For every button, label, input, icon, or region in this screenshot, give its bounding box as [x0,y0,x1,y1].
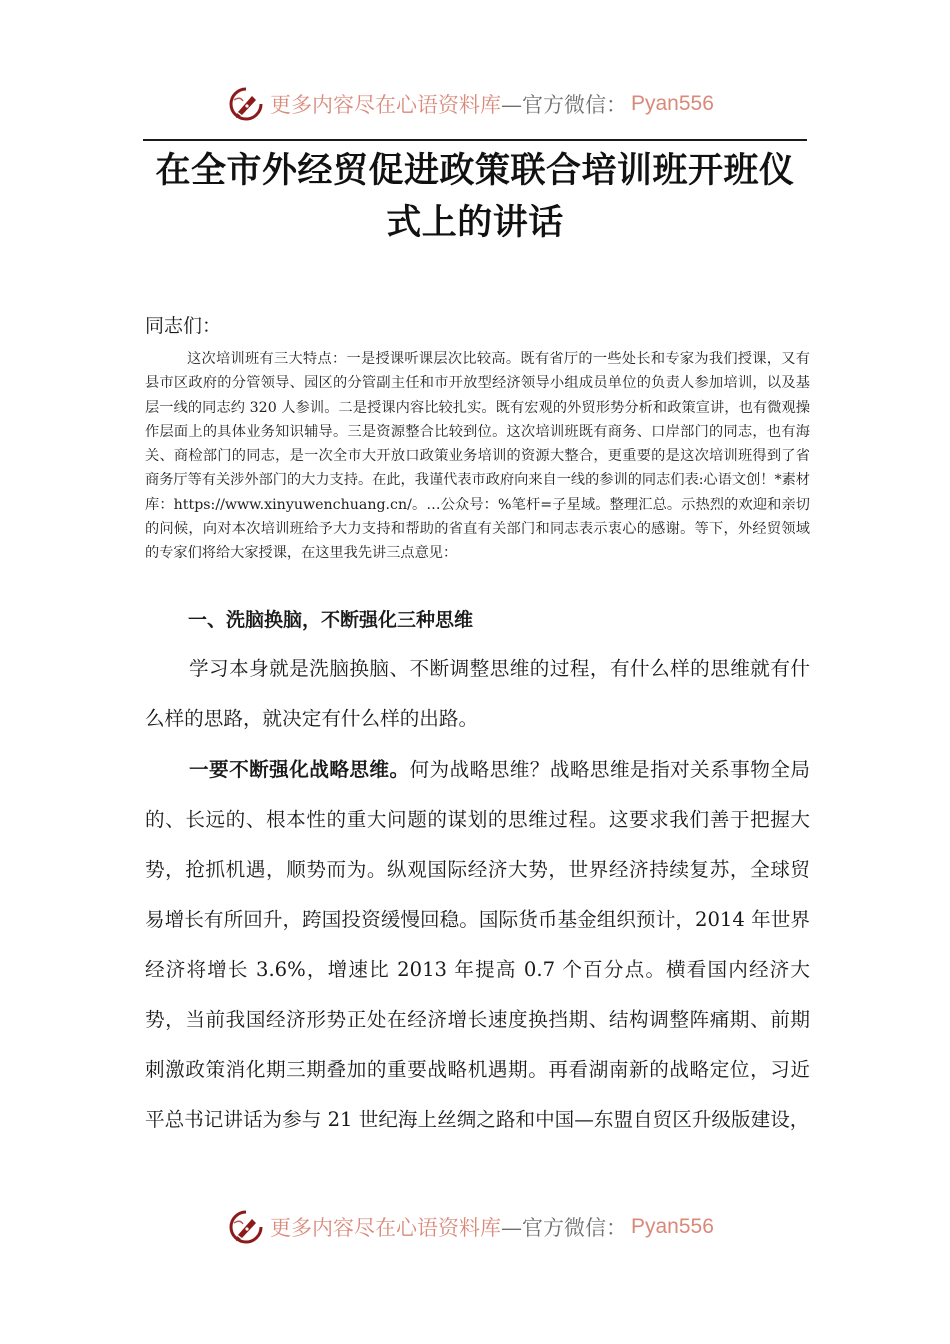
salutation: 同志们： [145,315,222,337]
paragraph-lead-strategic-thinking: 一要不断强化战略思维。 [189,758,410,781]
body-paragraph-2 [145,745,810,1145]
banner-wechat-id: Pyan556 [631,92,714,115]
header-watermark-banner [228,84,728,124]
document-title: 在全市外经贸促进政策联合培训班开班仪式上的讲话 [155,150,795,243]
pen-nib-logo-icon [228,1209,264,1245]
footer-watermark-banner [228,1207,728,1247]
banner-text-library: 更多内容尽在心语资料库 [270,1216,501,1240]
banner-text-wechat-label: —官方微信： [501,93,627,117]
banner-text-library: 更多内容尽在心语资料库 [270,93,501,117]
body-paragraph-1: 学习本身就是洗脑换脑、不断调整思维的过程，有什么样的思维就有什么样的思路，就决定有什么样的出路。 [145,657,810,730]
intro-paragraph: 这次培训班有三大特点：一是授课听课层次比较高。既有省厅的一些处长和专家为我们授课，又有县市区政府的分管领导、园区的分管副主任和市开放型经济领导小组成员单位的负责人参加培训，以及基层一线的同志约 320 人参训。二是授课内容比较扎实。既有宏观的外贸形势分析和政策宣讲，也有微观操作层面上的具体业务知识辅导。三是资源整合比较到位。这次培训班既有商务、口岸部门的同志，也有海关、商检部门的同志，是一次全市大开放口政策业务培训的资源大整合，更重要的是这次培训班得到了省商务厅等有关涉外部门的大力支持。在此，我谨代表市政府向来自一线的参训的同志们表:心语文创！*素材库：https://www.xinyuwenchuang.cn/。…公众号：%笔杆=子星域。整理汇总。示热烈的欢迎和亲切的问候，向对本次培训班给予大力支持和帮助的省直有关部门和同志表示衷心的感谢。等下，外经贸领域的专家们将给大家授课，在这里我先讲三点意见： [145,351,810,562]
title-divider-line [143,139,807,141]
banner-wechat-id: Pyan556 [631,1215,714,1238]
section-heading-1: 一、洗脑换脑，不断强化三种思维 [188,609,474,631]
paragraph-2-body: 何为战略思维？战略思维是指对关系事物全局的、长远的、根本性的重大问题的谋划的思维过程。这要求我们善于把握大势，抢抓机遇，顺势而为。纵观国际经济大势，世界经济持续复苏，全球贸易增长有所回升，跨国投资缓慢回稳。国际货币基金组织预计，2014 年世界经济将增长 3.6%，增速比 2013 年提高 0.7 个百分点。横看国内经济大势，当前我国经济形势正处在经济增长速度换挡期、结构调整阵痛期、前期刺激政策消化期三期叠加的重要战略机遇期。再看湖南新的战略定位，习近平总书记讲话为参与 21 世纪海上丝绸之路和中国—东盟自贸区升级版建设， [145,758,810,1131]
banner-text-wechat-label: —官方微信： [501,1216,627,1240]
pen-nib-logo-icon [228,86,264,122]
